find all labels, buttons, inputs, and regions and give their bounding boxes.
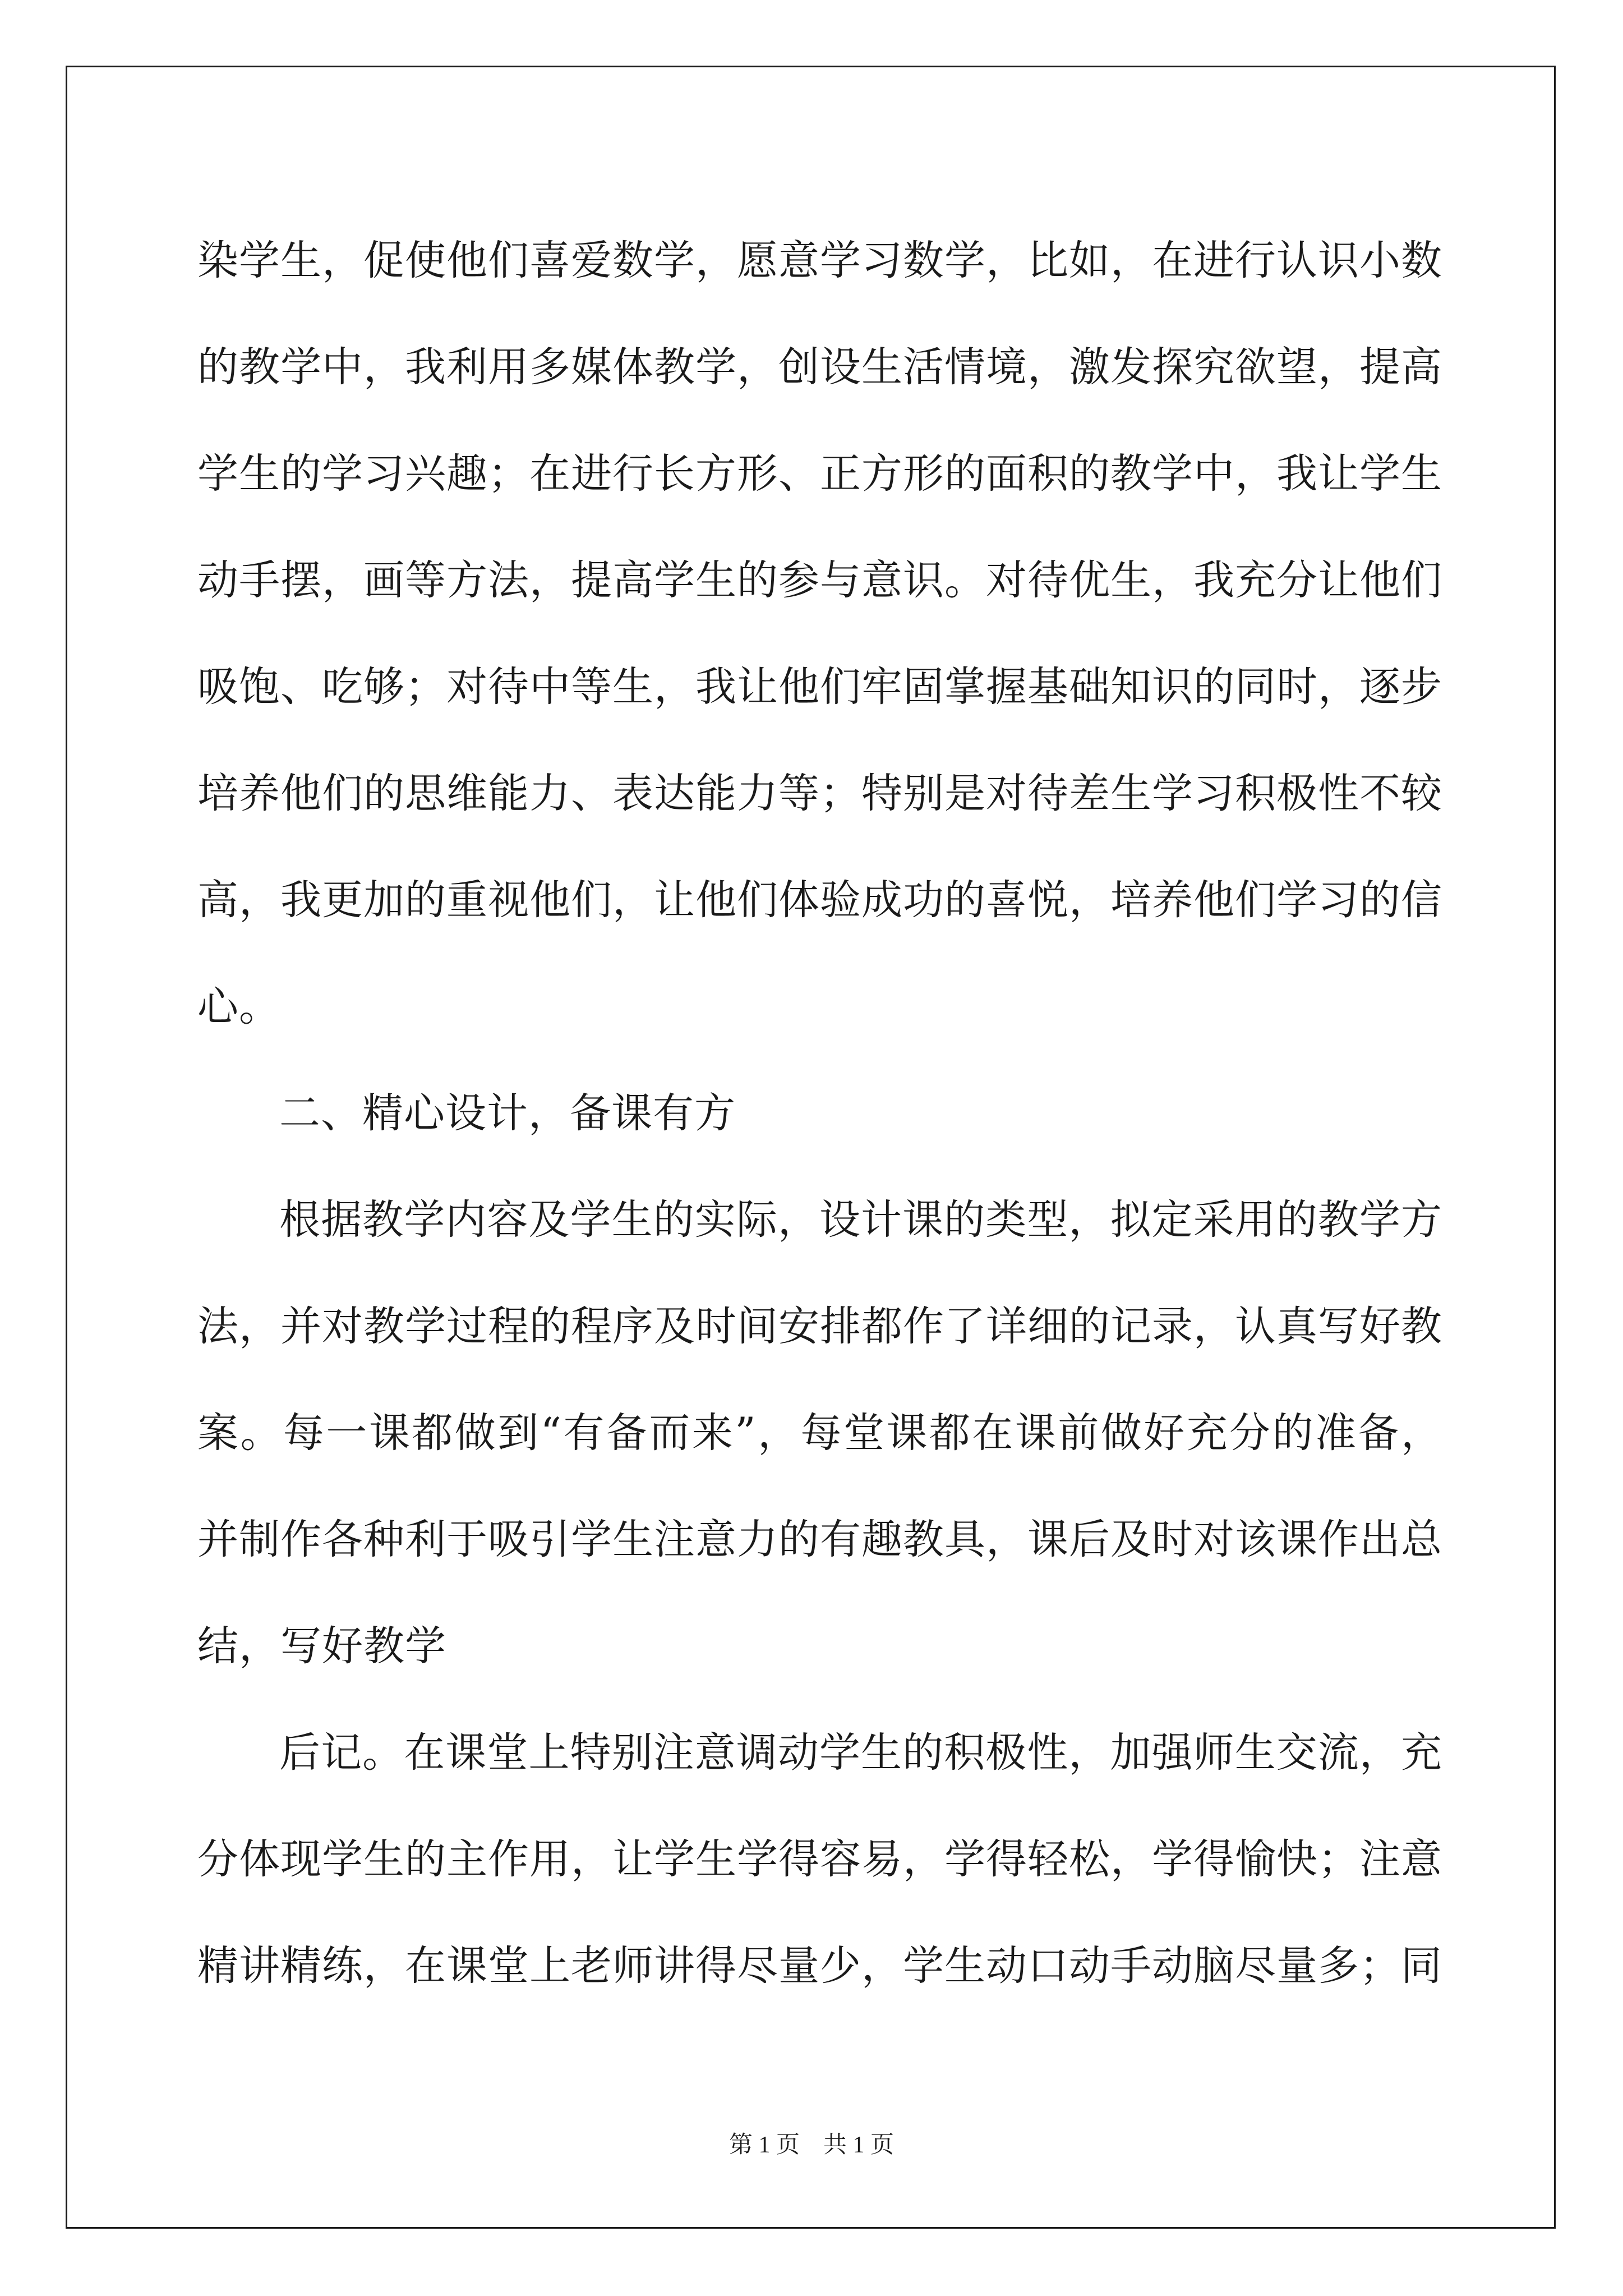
page-number-footer: 第 1 页 共 1 页 [728, 2132, 894, 2158]
section-heading: 二、精心设计，备课有方 [279, 1089, 736, 1137]
paragraph-2: 根据教学内容及学生的实际，设计课的类型，拟定采用的教学方法，并对教学过程的程序及时间安排都作了详细的记录，认真写好教案。每一课都做到“有备而来”，每堂课都在课前做好充分的准备，并制作各种利于吸引学生注意力的有趣教具，课后及时对该课作出总结，写好教学 [197, 1196, 1442, 1670]
paragraph-3: 后记。在课堂上特别注意调动学生的积极性，加强师生交流，充分体现学生的主作用，让学生学得容易，学得轻松，学得愉快；注意精讲精练，在课堂上老师讲得尽量少，学生动口动手动脑尽量多；同 [197, 1729, 1442, 1990]
paragraph-1: 染学生，促使他们喜爱数学，愿意学习数学，比如，在进行认识小数的教学中，我利用多媒体教学，创设生活情境，激发探究欲望，提高学生的学习兴趣；在进行长方形、正方形的面积的教学中，我让学生动手摆，画等方法，提高学生的参与意识。对待优生，我充分让他们吸饱、吃够；对待中等生，我让他们牢固掌握基础知识的同时，逐步培养他们的思维能力、表达能力等；特别是对待差生学习积极性不较高，我更加的重视他们，让他们体验成功的喜悦，培养他们学习的信心。 [197, 237, 1442, 1030]
document-body [197, 208, 1442, 2019]
